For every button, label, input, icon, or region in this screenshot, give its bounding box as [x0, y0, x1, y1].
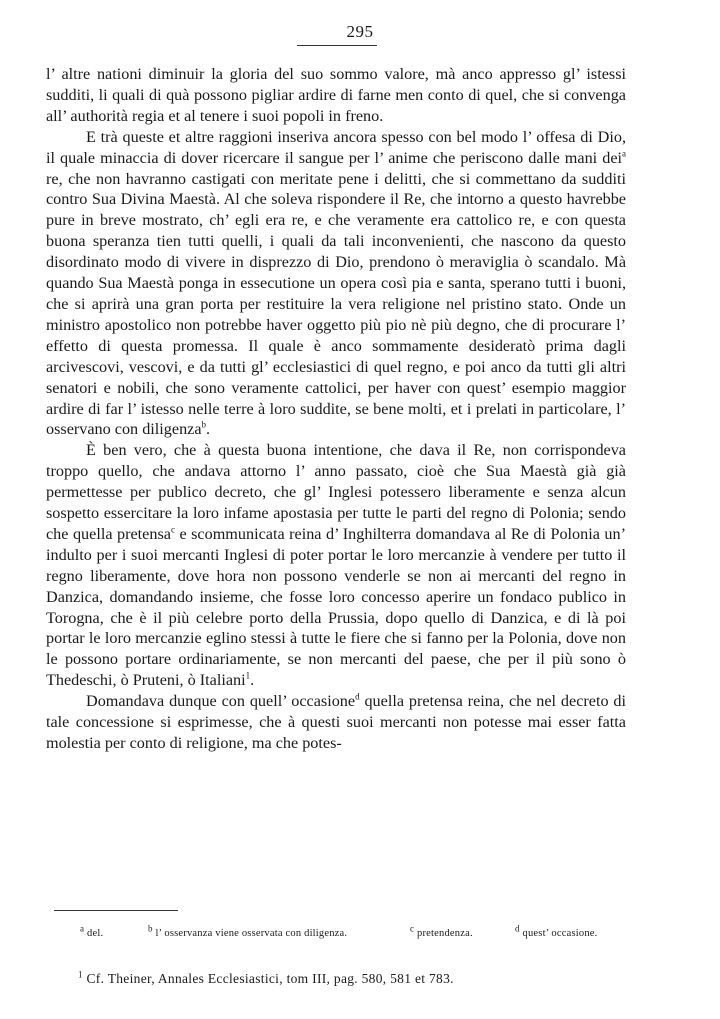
variant-note-c	[410, 923, 473, 939]
variant-note-mark: d	[515, 923, 520, 934]
notes-separator	[54, 910, 178, 911]
paragraph-text: re, che non havranno castigati con meritate pene i delitti, che si commettano da sudditi contro Sua Divina Maestà. Al che soleva rispondere il Re, che intorno a questo havrebbe pure in breve mostrato, ch’ egli era re, e che veramente era cattolico re, e con questa buona speranza tien tutti quelli, i quali da tali inconvenienti, che nascono da questo disordinato modo di vivere in disprezzo di Dio, prendono ò meraviglia ò scandalo. Mà quando Sua Maestà ponga in essecutione un opera così pia e santa, sperano tutti i buoni, che si aprirà una gran porta per restituire la vera religione nel pristino stato. Onde un ministro apostolico non potrebbe haver oggetto più pio nè più degno, che di procurare l’ effetto di questa promessa. Il quale è anco sommamente desideratò prima dagli arcivescovi, vescovi, e da tutti gl’ ecclesiastici di quel regno, e poi anco da tutti gli altri senatori e nobili, che sono veramente cattolici, per haver con quest’ esempio maggior ardire di far l’ istesso nelle terre à loro suddite, se bene molti, et i prelati in particolare, l’ osservano con diligenza	[46, 169, 626, 439]
variant-note-text: l’ osservanza viene osservata con diligenza.	[155, 928, 348, 939]
page-number: 295	[346, 22, 374, 41]
paragraph	[46, 127, 626, 441]
note-reference: a	[622, 148, 626, 159]
variant-note-text: quest’ occasione.	[522, 928, 598, 939]
paragraph	[46, 440, 626, 691]
footnote	[78, 971, 638, 987]
paragraph-text: quella pretensa reina, che nel decreto di tale concessione si esprimesse, che à questi suoi mercanti non potesse mai esser fatta molestia per conto di religione, ma che potes-	[46, 692, 627, 752]
paragraph-text: e scommunicata reina d’ Inghilterra domandava al Re di Polonia un’ indulto per i suoi mercanti Inglesi di poter portar le loro mercanzie à vendere per tutto il regno liberamente, dove hora non possono venderle se non ai mercanti del regno in Danzica, domandando insieme, che fosse loro concesso aperire un fondaco publico in Torogna, che è il più celebre porto della Prussia, dopo quello di Danzica, e di là poi portar le loro mercanzie eglino stessi à tutte le fiere che si fanno per la Polonia, dove non le possono portare ordinariamente, se non mercanti del paese, che per il più sono ò Thedeschi, ò Pruteni, ò Italiani	[46, 524, 626, 690]
paragraph-text: Domandava dunque con quell’ occasione	[86, 692, 356, 711]
variant-note-text: pretendenza.	[417, 928, 473, 939]
paragraph-text: .	[250, 671, 255, 690]
variant-note-b	[148, 923, 348, 939]
paragraph	[46, 691, 626, 754]
footnote-mark: 1	[78, 969, 83, 980]
body-text	[46, 64, 626, 754]
note-reference: d	[355, 691, 360, 702]
paragraph-text: .	[206, 420, 211, 439]
page-number-rule	[297, 45, 377, 46]
note-reference: 1	[245, 670, 251, 681]
variant-note-text: del.	[87, 928, 104, 939]
footnote-text: Cf. Theiner, Annales Ecclesiastici, tom III, pag. 580, 581 et 783.	[86, 971, 454, 986]
paragraph-text: l’ altre nationi diminuir la gloria del suo sommo valore, mà anco appresso gl’ istessi sudditi, li quali di quà possono pigliar ardire di farne men conto di quel, che si convenga all’ authorità regia et al tenere i suoi popoli in freno.	[46, 65, 626, 125]
variant-note-mark: c	[410, 923, 415, 934]
paragraph-text: E trà queste et altre raggioni inseriva ancora spesso con bel modo l’ offesa di Dio, il quale minaccia di dover ricercare il sangue per l’ anime che periscono dalle mani dei	[46, 127, 626, 167]
paragraph-text: È ben vero, che à questa buona intentione, che dava il Re, non corrispondeva troppo quello, che andava attorno l’ anno passato, cioè che Sua Maestà già già permettesse per publico decreto, che gl’ Inglesi potessero liberamente e senza alcun sospetto essercitare la loro infame apostasia per tutte le parti del regno di Polonia; sendo che quella pretensa	[46, 441, 626, 543]
note-reference: c	[170, 524, 175, 535]
variant-note-a	[80, 923, 104, 939]
paragraph	[46, 64, 626, 127]
variant-note-mark: a	[80, 923, 85, 934]
note-reference: b	[201, 420, 207, 431]
variant-note-d	[515, 923, 598, 939]
variant-note-mark: b	[148, 923, 153, 934]
